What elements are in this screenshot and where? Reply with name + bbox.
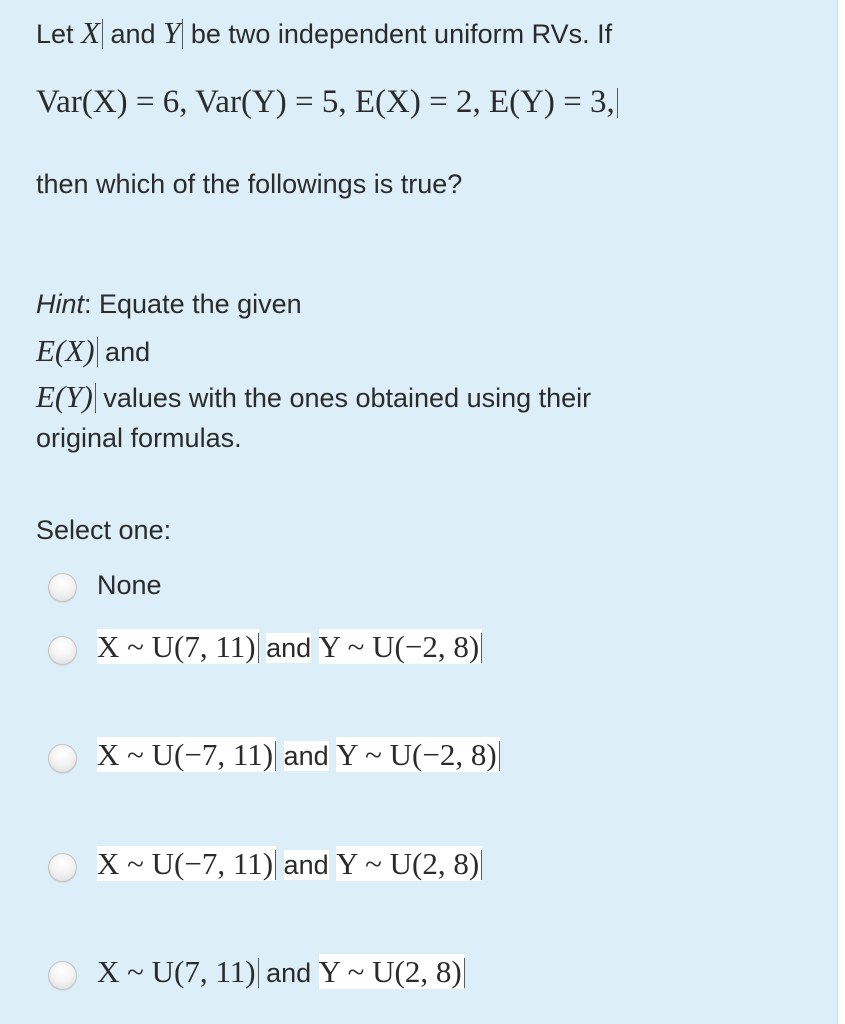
option-2-x-math: X ~ U(7, 11) [97, 629, 256, 664]
var-y-math: Y [163, 15, 181, 50]
option-5-radio[interactable] [48, 961, 77, 990]
option-3-y-math: Y ~ U(−2, 8) [336, 737, 497, 772]
option-2-radio[interactable] [48, 636, 77, 665]
hint-line-4: original formulas. [36, 423, 242, 453]
option-5-and: and [266, 958, 312, 988]
option-2-label[interactable] [97, 628, 482, 665]
option-4-and: and [283, 850, 329, 880]
hint-line-1 [36, 288, 302, 320]
intro-let-text: Let [36, 19, 74, 49]
option-3-x-math: X ~ U(−7, 11) [97, 737, 274, 772]
hint-line-3 [36, 378, 591, 415]
option-none-label[interactable]: None [97, 570, 162, 600]
given-equation: Var(X) = 6, Var(Y) = 5, E(X) = 2, E(Y) = 3, [36, 84, 618, 121]
hint-and-text: and [105, 337, 151, 367]
intro-rest-text: be two independent uniform RVs. If [190, 19, 613, 49]
option-3-label[interactable] [97, 736, 500, 773]
select-one-label: Select one: [36, 515, 172, 545]
option-5-label[interactable] [97, 953, 465, 990]
hint-ex-math: E(X) [36, 333, 95, 368]
question-intro-line [36, 14, 612, 51]
option-4-y-math: Y ~ U(2, 8) [336, 846, 480, 881]
option-4-label[interactable] [97, 845, 482, 882]
option-4-x-math: X ~ U(−7, 11) [97, 846, 274, 881]
option-2-y-math: Y ~ U(−2, 8) [318, 629, 480, 664]
option-5-y-math: Y ~ U(2, 8) [318, 954, 462, 989]
hint-values-text: values with the ones obtained using their [103, 383, 592, 413]
question-prompt: then which of the followings is true? [36, 169, 463, 199]
var-x-math: X [81, 15, 100, 50]
hint-ey-math: E(Y) [36, 379, 93, 414]
option-2-and: and [266, 633, 312, 663]
hint-line-2 [36, 332, 150, 369]
intro-and-text: and [110, 19, 156, 49]
option-3-radio[interactable] [48, 744, 77, 773]
hint-intro-text: : Equate the given [84, 289, 302, 319]
option-4-radio[interactable] [48, 853, 77, 882]
option-3-and: and [283, 741, 329, 771]
hint-label: Hint [36, 289, 85, 319]
option-none-radio[interactable] [48, 573, 77, 602]
option-5-x-math: X ~ U(7, 11) [97, 954, 256, 989]
